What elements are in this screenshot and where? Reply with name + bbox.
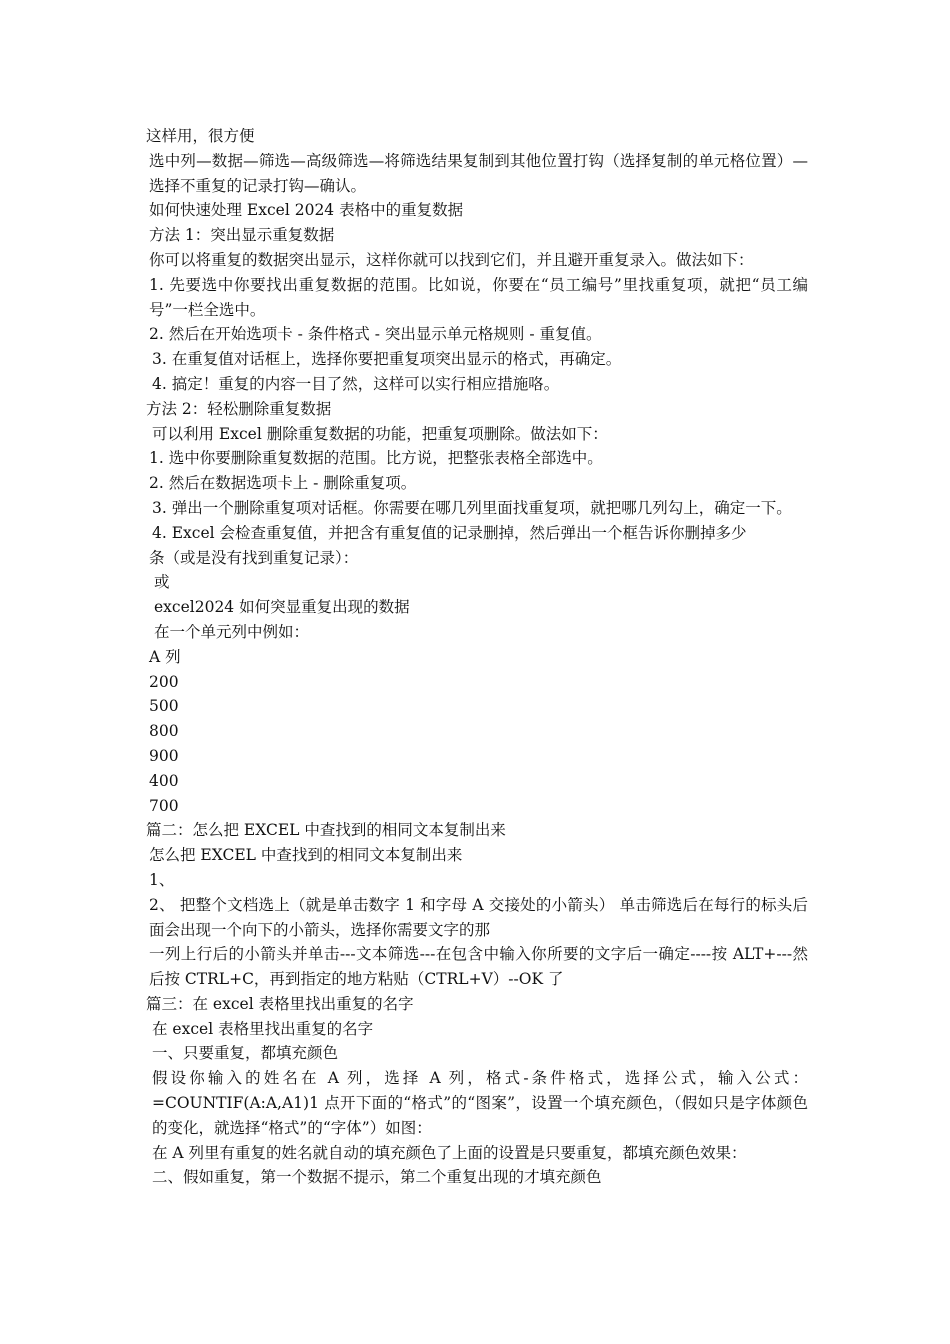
paragraph: 二、假如重复，第一个数据不提示，第二个重复出现的才填充颜色 — [152, 1168, 602, 1187]
paragraph: 3. 弹出一个删除重复项对话框。你需要在哪几列里面找重复项，就把哪几列勾上，确定一下。 — [152, 498, 792, 517]
paragraph: 一列上行后的小箭头并单击---文本筛选---在包含中输入你所要的文字后一确定----按 ALT+---然后按 CTRL+C，再到指定的地方粘贴（CTRL+V）--OK 了 — [149, 945, 808, 989]
paragraph: 方法 2：轻松删除重复数据 — [146, 399, 332, 418]
paragraph: 假设你输入的姓名在 A 列，选择 A 列，格式-条件格式，选择公式，输入公式：=COUNTIF(A:A,A1)1 点开下面的“格式”的“图案”，设置一个填充颜色，（假如只是字体颜色的变化，就选择“格式”的“字体”）如图： — [152, 1069, 808, 1137]
paragraph: 篇三：在 excel 表格里找出重复的名字 — [146, 994, 414, 1013]
paragraph: 如何快速处理 Excel 2024 表格中的重复数据 — [149, 201, 464, 220]
paragraph: 在 excel 表格里找出重复的名字 — [152, 1019, 374, 1038]
paragraph: 800 — [149, 722, 179, 741]
paragraph: 篇二：怎么把 EXCEL 中查找到的相同文本复制出来 — [146, 821, 506, 840]
paragraph: 或 — [154, 573, 170, 592]
paragraph: 1. 先要选中你要找出重复数据的范围。比如说，你要在“员工编号”里找重复项，就把“员工编号”一栏全选中。 — [149, 275, 808, 319]
paragraph: 1. 选中你要删除重复数据的范围。比方说，把整张表格全部选中。 — [149, 449, 603, 468]
paragraph: 1、 — [149, 870, 175, 889]
paragraph: 700 — [149, 796, 179, 815]
paragraph: 方法 1：突出显示重复数据 — [149, 226, 335, 245]
paragraph: 选中列—数据—筛选—高级筛选—将筛选结果复制到其他位置打钩（选择复制的单元格位置）—选择不重复的记录打钩—确认。 — [149, 151, 808, 195]
paragraph: 2. 然后在开始选项卡 - 条件格式 - 突出显示单元格规则 - 重复值。 — [149, 325, 602, 344]
paragraph: 500 — [149, 697, 179, 716]
paragraph: 2、 把整个文档选上（就是单击数字 1 和字母 A 交接处的小箭头） 单击筛选后在每行的标头后面会出现一个向下的小箭头，选择你需要文字的那 — [149, 895, 808, 939]
paragraph: 900 — [149, 746, 179, 765]
paragraph: 可以利用 Excel 删除重复数据的功能，把重复项删除。做法如下： — [152, 424, 608, 443]
paragraph: 4. 搞定！重复的内容一目了然，这样可以实行相应措施咯。 — [152, 374, 560, 393]
paragraph: 400 — [149, 771, 179, 790]
paragraph: A 列 — [149, 647, 181, 666]
paragraph: 4. Excel 会检查重复值，并把含有重复值的记录删掉，然后弹出一个框告诉你删掉多少 — [152, 523, 747, 542]
paragraph: 3. 在重复值对话框上，选择你要把重复项突出显示的格式，再确定。 — [152, 350, 622, 369]
paragraph: 条（或是没有找到重复记录）： — [149, 548, 359, 567]
paragraph: 2. 然后在数据选项卡上 - 删除重复项。 — [149, 474, 417, 493]
paragraph: 怎么把 EXCEL 中查找到的相同文本复制出来 — [149, 846, 463, 865]
paragraph: 200 — [149, 672, 179, 691]
paragraph: 这样用，很方便 — [146, 127, 255, 145]
paragraph: 在一个单元列中例如： — [154, 622, 310, 641]
paragraph: 一、只要重复，都填充颜色 — [152, 1044, 339, 1063]
document-body — [146, 124, 808, 1190]
paragraph: 你可以将重复的数据突出显示，这样你就可以找到它们，并且避开重复录入。做法如下： — [149, 250, 754, 269]
paragraph: 在 A 列里有重复的姓名就自动的填充颜色了上面的设置是只要重复，都填充颜色效果： — [152, 1143, 747, 1162]
paragraph: excel2024 如何突显重复出现的数据 — [154, 598, 410, 617]
